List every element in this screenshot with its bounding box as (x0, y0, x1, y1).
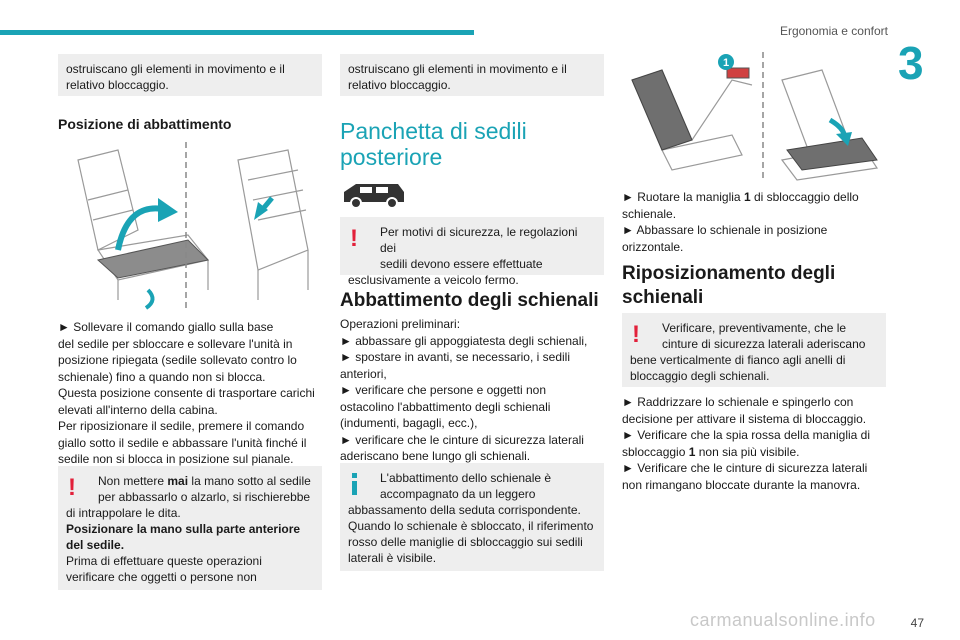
continued-warning-box (58, 54, 322, 96)
preliminary-steps (340, 316, 606, 465)
rear-bench-illustration (622, 50, 888, 184)
text-line: giallo sotto il sedile e abbassare l'unità finché il (58, 435, 307, 450)
text-line: ► verificare che persone e oggetti non (340, 383, 546, 397)
info-line: Quando lo schienale è sbloccato, il riferimento (348, 519, 594, 533)
info-line: L'abbattimento dello schienale è (380, 471, 552, 485)
text-line: (indumenti, bagagli, ecc.), (340, 416, 478, 430)
text-line: anteriori, (340, 366, 387, 381)
text-line: sbloccaggio 1 non sia più visibile. (622, 444, 800, 459)
text-line: schienale. (622, 206, 677, 221)
page-number: 47 (910, 616, 924, 630)
continued-warning-box (340, 54, 604, 96)
warning-box (340, 217, 604, 287)
info-line: abbassamento della seduta corrispondente. (348, 503, 581, 517)
chapter-section-title (340, 118, 527, 170)
warning-line: del sedile. (66, 538, 125, 552)
warning-box (58, 466, 322, 590)
warning-icon: ! (350, 225, 358, 252)
warning-line: esclusivamente a veicolo fermo. (348, 273, 519, 287)
info-line: rosso delle maniglie di sbloccaggio sui sedili (348, 535, 583, 549)
info-line: accompagnato da un leggero (380, 487, 536, 501)
text-line: Per riposizionare il sedile, premere il comando (58, 419, 305, 433)
warning-box (622, 313, 886, 387)
text-line: Questa posizione consente di trasportare carichi (58, 386, 315, 400)
section-heading: Abbattimento degli schienali (340, 290, 599, 311)
callout-number: 1 (722, 57, 730, 69)
section-title: Ergonomia e confort (779, 24, 888, 38)
heading-line: Riposizionamento degli (622, 263, 836, 284)
text-line: orizzontale. (622, 239, 684, 254)
warning-line: di intrappolare le dita. (66, 506, 181, 520)
unlock-steps (622, 189, 888, 255)
text-line: ► Verificare che le cinture di sicurezza laterali (622, 461, 868, 475)
warning-line: Posizionare la mano sulla parte anteriore (66, 522, 301, 536)
text-line: ► Ruotare la maniglia 1 di sbloccaggio dello (622, 190, 859, 204)
section-heading: Posizione di abbattimento (58, 116, 232, 132)
warning-line: cinture di sicurezza laterali aderiscano (662, 337, 866, 351)
text-line: aderiscano bene lungo gli schienali. (340, 449, 531, 463)
warning-line: per abbassarlo o alzarlo, si rischierebbe (98, 490, 311, 504)
heading-line: schienali (622, 287, 704, 308)
warning-icon: ! (68, 474, 76, 501)
text-line: sedile non si blocca in posizione sul pianale. (58, 452, 294, 466)
title-line: Panchetta di sedili (340, 118, 527, 144)
continued-warning-text: ostruiscano gli elementi in movimento e il relativo bloccaggio. (348, 62, 567, 92)
warning-line: bloccaggio degli schienali. (630, 369, 770, 383)
text-line: ostacolino l'abbattimento degli schienali (340, 399, 551, 414)
info-icon (352, 473, 358, 495)
section-heading (622, 262, 835, 310)
text-line: ► abbassare gli appoggiatesta degli schienali, (340, 333, 588, 348)
text-line: del sedile per sbloccare e sollevare l'unità in (58, 336, 293, 351)
text-line: ► verificare che le cinture di sicurezza laterali (340, 432, 584, 447)
fold-instructions (58, 319, 324, 468)
title-line: posteriore (340, 144, 443, 170)
warning-line: Prima di effettuare queste operazioni (66, 554, 262, 568)
text-line: ► Sollevare il comando giallo sulla base (58, 320, 274, 334)
info-box (340, 463, 604, 571)
text-line: Operazioni preliminari: (340, 317, 461, 331)
warning-line: Per motivi di sicurezza, le regolazioni dei (380, 225, 578, 255)
warning-line: Verificare, preventivamente, che le (662, 321, 847, 335)
text-line: ► Verificare che la spia rossa della maniglia di (622, 428, 870, 442)
continued-warning-text: ostruiscano gli elementi in movimento e il relativo bloccaggio. (66, 62, 285, 92)
text-line: ► spostare in avanti, se necessario, i sedili (340, 350, 570, 364)
header-accent-bar (0, 30, 474, 35)
text-line: ► Abbassare lo schienale in posizione (622, 223, 828, 237)
warning-icon: ! (632, 321, 640, 348)
vehicle-icon (340, 180, 408, 210)
text-line: ► Raddrizzare lo schienale e spingerlo con (622, 395, 854, 409)
seat-fold-illustration (58, 140, 324, 316)
info-line: laterali è visibile. (348, 551, 437, 565)
reposition-steps (622, 394, 888, 493)
text-line: posizione ripiegata (sedile sollevato contro lo (58, 353, 297, 367)
text-line: decisione per attivare il sistema di bloccaggio. (622, 411, 867, 426)
warning-line: bene verticalmente di fianco agli anelli di (630, 353, 846, 367)
text-line: elevati all'interno della cabina. (58, 402, 218, 417)
text-line: schienale) fino a quando non si blocca. (58, 369, 266, 384)
warning-line: verificare che oggetti o persone non (66, 570, 257, 584)
chapter-number: 3 (898, 37, 924, 89)
warning-line: Non mettere mai la mano sotto al sedile (98, 474, 311, 488)
warning-line: sedili devono essere effettuate (380, 257, 543, 271)
watermark: carmanualsonline.info (690, 610, 876, 630)
text-line: non rimangano bloccate durante la manovra. (622, 477, 861, 492)
